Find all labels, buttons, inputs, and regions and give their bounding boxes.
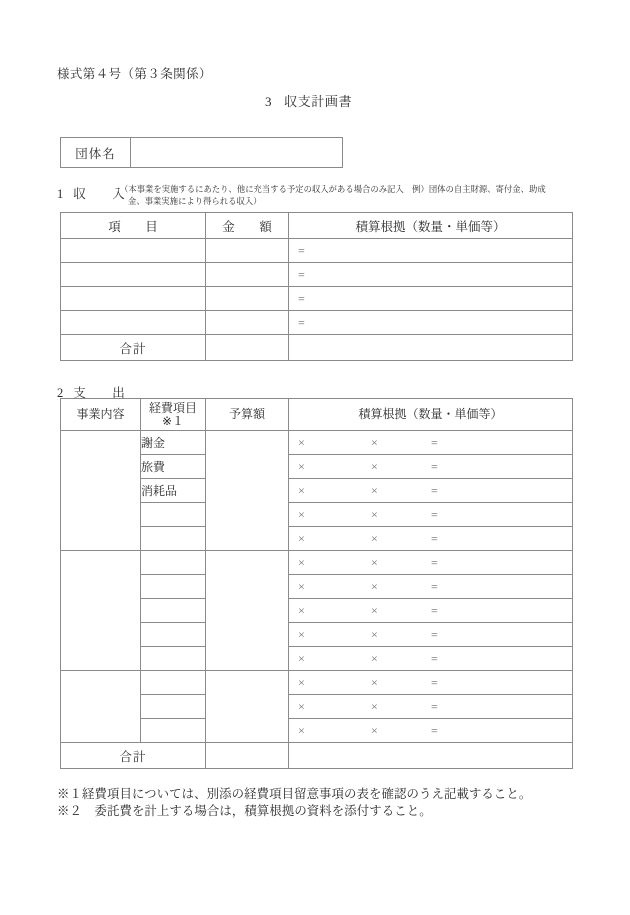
income-header-item: 項 目 [61, 213, 206, 239]
table-row [61, 551, 573, 575]
equals-sign: = [298, 267, 305, 281]
expense-basis-cell[interactable] [289, 719, 573, 743]
expense-total-budget[interactable] [206, 743, 289, 769]
table-row [61, 311, 573, 335]
expense-item-cell[interactable] [141, 575, 206, 599]
expense-item-cell[interactable] [141, 551, 206, 575]
expense-item-cell[interactable]: 旅費 [141, 455, 206, 479]
footnotes [57, 786, 531, 820]
table-row [61, 263, 573, 287]
multiply-sign: × [371, 579, 378, 593]
expense-basis-cell[interactable] [289, 599, 573, 623]
equals-sign: = [431, 555, 438, 569]
multiply-sign: × [298, 531, 305, 545]
equals-sign: = [431, 483, 438, 497]
table-row [61, 287, 573, 311]
table-row [61, 671, 573, 695]
equals-sign: = [431, 459, 438, 473]
expense-budget-cell[interactable] [206, 431, 289, 551]
multiply-sign: × [371, 651, 378, 665]
expense-basis-cell[interactable] [289, 503, 573, 527]
expense-basis-cell[interactable] [289, 551, 573, 575]
expense-item-cell[interactable] [141, 647, 206, 671]
expense-header-budget: 予算額 [206, 399, 289, 431]
expense-total-basis[interactable] [289, 743, 573, 769]
multiply-sign: × [298, 651, 305, 665]
table-row [61, 431, 573, 455]
expense-header-expense-item-line2: ※１ [161, 413, 185, 428]
multiply-sign: × [371, 675, 378, 689]
equals-sign: = [431, 579, 438, 593]
equals-sign: = [298, 291, 305, 305]
footnote-2: ※２ 委託費を計上する場合は，積算根拠の資料を添付すること。 [57, 804, 432, 818]
income-amount-cell[interactable] [206, 287, 289, 311]
income-total-label: 合計 [61, 335, 206, 361]
multiply-sign: × [298, 603, 305, 617]
equals-sign: = [298, 243, 305, 257]
multiply-sign: × [298, 579, 305, 593]
multiply-sign: × [298, 675, 305, 689]
income-section-number: 1 [57, 187, 64, 201]
page-title [265, 91, 352, 110]
income-amount-cell[interactable] [206, 311, 289, 335]
multiply-sign: × [298, 507, 305, 521]
income-header-basis: 積算根拠（数量・単価等） [289, 213, 573, 239]
multiply-sign: × [298, 555, 305, 569]
equals-sign: = [431, 627, 438, 641]
equals-sign: = [431, 699, 438, 713]
income-section-name: 収 入 [73, 187, 132, 201]
organization-name-input[interactable] [131, 138, 342, 167]
expense-business-cell[interactable] [61, 671, 141, 743]
expense-item-cell[interactable]: 消耗品 [141, 479, 206, 503]
expense-item-cell[interactable]: 謝金 [141, 431, 206, 455]
expense-table [60, 398, 573, 769]
expense-basis-cell[interactable] [289, 695, 573, 719]
multiply-sign: × [298, 627, 305, 641]
expense-basis-cell[interactable] [289, 671, 573, 695]
expense-item-cell[interactable] [141, 503, 206, 527]
multiply-sign: × [298, 459, 305, 473]
income-table-header-row [61, 213, 573, 239]
equals-sign: = [431, 435, 438, 449]
multiply-sign: × [371, 603, 378, 617]
income-item-cell[interactable] [61, 239, 206, 263]
multiply-sign: × [371, 483, 378, 497]
table-row [61, 239, 573, 263]
expense-header-business: 事業内容 [61, 399, 141, 431]
expense-item-cell[interactable] [141, 599, 206, 623]
income-item-cell[interactable] [61, 311, 206, 335]
equals-sign: = [431, 507, 438, 521]
page-title-text: 収支計画書 [284, 94, 353, 109]
multiply-sign: × [371, 699, 378, 713]
form-code: 様式第４号（第３条関係） [57, 67, 212, 81]
equals-sign: = [431, 531, 438, 545]
income-item-cell[interactable] [61, 263, 206, 287]
expense-basis-cell[interactable] [289, 575, 573, 599]
multiply-sign: × [371, 459, 378, 473]
expense-item-cell[interactable] [141, 527, 206, 551]
expense-table-header-row [61, 399, 573, 431]
income-note-line-1: （本事業を実施するにあたり、他に充当する予定の収入がある場合のみ記入 例）団体の自主財源、寄付金、助成 [120, 185, 546, 194]
expense-header-expense-item [141, 399, 206, 431]
income-amount-cell[interactable] [206, 239, 289, 263]
multiply-sign: × [371, 627, 378, 641]
income-total-row [61, 335, 573, 361]
income-total-amount[interactable] [206, 335, 289, 361]
expense-budget-cell[interactable] [206, 671, 289, 743]
expense-section-number: 2 [57, 386, 64, 400]
multiply-sign: × [371, 531, 378, 545]
expense-item-cell[interactable] [141, 623, 206, 647]
expense-business-cell[interactable] [61, 431, 141, 551]
expense-basis-cell[interactable] [289, 647, 573, 671]
organization-name-box [60, 137, 343, 168]
expense-basis-cell[interactable] [289, 431, 573, 455]
expense-section-name: 支 出 [73, 386, 132, 400]
equals-sign: = [431, 651, 438, 665]
income-table [60, 212, 573, 361]
expense-header-basis: 積算根拠（数量・単価等） [289, 399, 573, 431]
income-section-note [120, 184, 578, 207]
income-header-amount: 金 額 [206, 213, 289, 239]
multiply-sign: × [298, 699, 305, 713]
expense-basis-cell[interactable] [289, 623, 573, 647]
income-basis-cell[interactable] [289, 287, 573, 311]
income-basis-cell[interactable] [289, 311, 573, 335]
income-total-basis[interactable] [289, 335, 573, 361]
multiply-sign: × [298, 723, 305, 737]
multiply-sign: × [298, 483, 305, 497]
equals-sign: = [431, 675, 438, 689]
income-note-line-2: 金、事業実施により得られる収入） [128, 196, 262, 206]
income-basis-cell[interactable] [289, 263, 573, 287]
expense-total-label: 合計 [61, 743, 206, 769]
expense-budget-cell[interactable] [206, 551, 289, 671]
expense-basis-cell[interactable] [289, 455, 573, 479]
multiply-sign: × [371, 723, 378, 737]
multiply-sign: × [298, 435, 305, 449]
expense-basis-cell[interactable] [289, 479, 573, 503]
footnote-1: ※１経費項目については、別添の経費項目留意事項の表を確認のうえ記載すること。 [57, 787, 532, 801]
expense-item-cell[interactable] [141, 671, 206, 695]
income-amount-cell[interactable] [206, 263, 289, 287]
page-title-number: 3 [265, 94, 273, 109]
expense-item-cell[interactable] [141, 695, 206, 719]
income-basis-cell[interactable] [289, 239, 573, 263]
expense-basis-cell[interactable] [289, 527, 573, 551]
expense-item-cell[interactable] [141, 719, 206, 743]
expense-business-cell[interactable] [61, 551, 141, 671]
expense-total-row [61, 743, 573, 769]
organization-name-label: 団体名 [61, 138, 131, 167]
equals-sign: = [431, 603, 438, 617]
multiply-sign: × [371, 507, 378, 521]
multiply-sign: × [371, 435, 378, 449]
expense-header-expense-item-line1: 経費項目 [148, 400, 197, 415]
income-item-cell[interactable] [61, 287, 206, 311]
equals-sign: = [298, 315, 305, 329]
multiply-sign: × [371, 555, 378, 569]
equals-sign: = [431, 723, 438, 737]
